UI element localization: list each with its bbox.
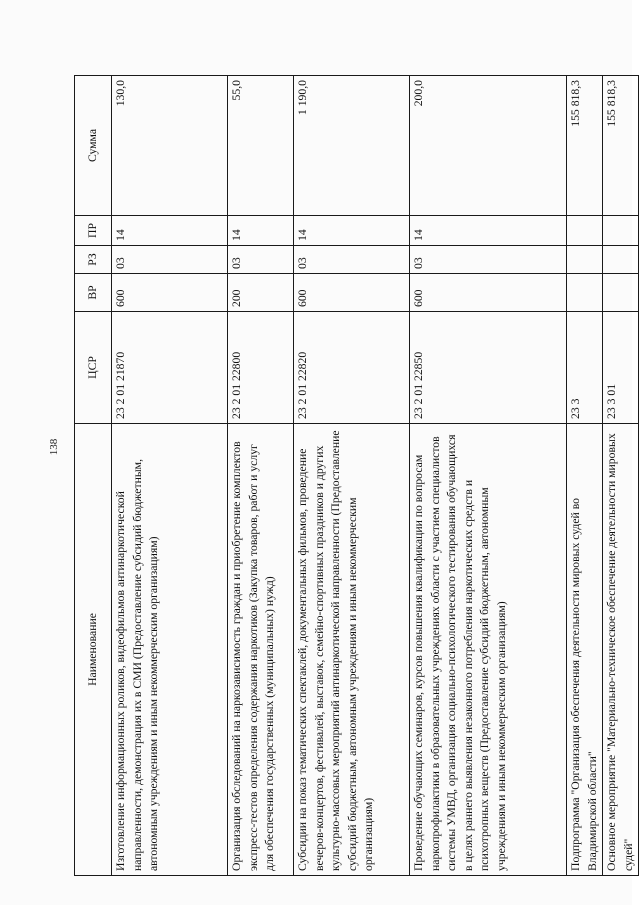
cell-sum: 1 190,0 xyxy=(294,76,410,216)
cell-vr xyxy=(603,274,639,312)
cell-vr xyxy=(567,274,603,312)
cell-rz xyxy=(603,246,639,274)
cell-pr xyxy=(603,216,639,246)
cell-name: Подпрограмма "Организация обеспечения деятельности мировых судей во Владимирской области" xyxy=(567,424,603,876)
header-pr: ПР xyxy=(75,216,112,246)
cell-sum: 155 818,3 xyxy=(567,76,603,216)
cell-name: Изготовление информационных роликов, видеофильмов антинаркотической направленности, демонстрация их в СМИ (Предоставление субсидий бюджетным, автономным учреждениям и иным некоммерческим организациям) xyxy=(112,424,228,876)
cell-csr: 23 2 01 22800 xyxy=(228,312,294,424)
header-vr: ВР xyxy=(75,274,112,312)
table-row xyxy=(567,76,603,876)
table-row xyxy=(294,76,410,876)
page-number: 138 xyxy=(48,438,60,456)
cell-name: Основное мероприятие "Материально-техническое обеспечение деятельности мировых судей" xyxy=(603,424,639,876)
header-sum: Сумма xyxy=(75,76,112,216)
cell-name: Организация обследований на наркозависимость граждан и приобретение комплектов экспресс-тестов определения содержания наркотиков (Закупка товаров, работ и услуг для обеспечения государственных (муниципальных) нужд) xyxy=(228,424,294,876)
cell-csr: 23 3 xyxy=(567,312,603,424)
cell-sum: 200,0 xyxy=(410,76,567,216)
table-row xyxy=(410,76,567,876)
table-header-row xyxy=(75,76,112,876)
header-csr: ЦСР xyxy=(75,312,112,424)
header-rz: РЗ xyxy=(75,246,112,274)
cell-csr: 23 2 01 22850 xyxy=(410,312,567,424)
cell-csr: 23 2 01 21870 xyxy=(112,312,228,424)
cell-pr: 14 xyxy=(410,216,567,246)
cell-pr: 14 xyxy=(112,216,228,246)
cell-csr: 23 3 01 xyxy=(603,312,639,424)
cell-rz: 03 xyxy=(410,246,567,274)
cell-sum: 130,0 xyxy=(112,76,228,216)
table-row xyxy=(112,76,228,876)
cell-vr: 200 xyxy=(228,274,294,312)
cell-sum: 155 818,3 xyxy=(603,76,639,216)
table-row xyxy=(603,76,639,876)
cell-pr: 14 xyxy=(294,216,410,246)
budget-table xyxy=(74,75,639,876)
cell-rz xyxy=(567,246,603,274)
cell-sum: 55,0 xyxy=(228,76,294,216)
cell-vr: 600 xyxy=(410,274,567,312)
cell-pr: 14 xyxy=(228,216,294,246)
cell-pr xyxy=(567,216,603,246)
cell-vr: 600 xyxy=(112,274,228,312)
table-row xyxy=(228,76,294,876)
cell-rz: 03 xyxy=(228,246,294,274)
cell-rz: 03 xyxy=(112,246,228,274)
cell-name: Проведение обучающих семинаров, курсов повышения квалификации по вопросам наркопрофилактики в образовательных учреждениях области с участием специалистов системы УМВД, организация социально-психологического тестирования обучающихся в целях раннего выявления незаконного потребления наркотических средств и психотропных веществ (Предоставление субсидий бюджетным, автономным учреждениям и иным некоммерческим организациям) xyxy=(410,424,567,876)
rotated-table-container xyxy=(74,76,635,876)
cell-vr: 600 xyxy=(294,274,410,312)
header-name: Наименование xyxy=(75,424,112,876)
cell-rz: 03 xyxy=(294,246,410,274)
cell-csr: 23 2 01 22820 xyxy=(294,312,410,424)
cell-name: Субсидии на показ тематических спектаклей, документальных фильмов, проведение вечеров-концертов, фестивалей, выставок, семейно-спортивных праздников и других культурно-массовых мероприятий антинаркотической направленности (Предоставление субсидий бюджетным, автономным учреждениям и иным некоммерческим организациям) xyxy=(294,424,410,876)
